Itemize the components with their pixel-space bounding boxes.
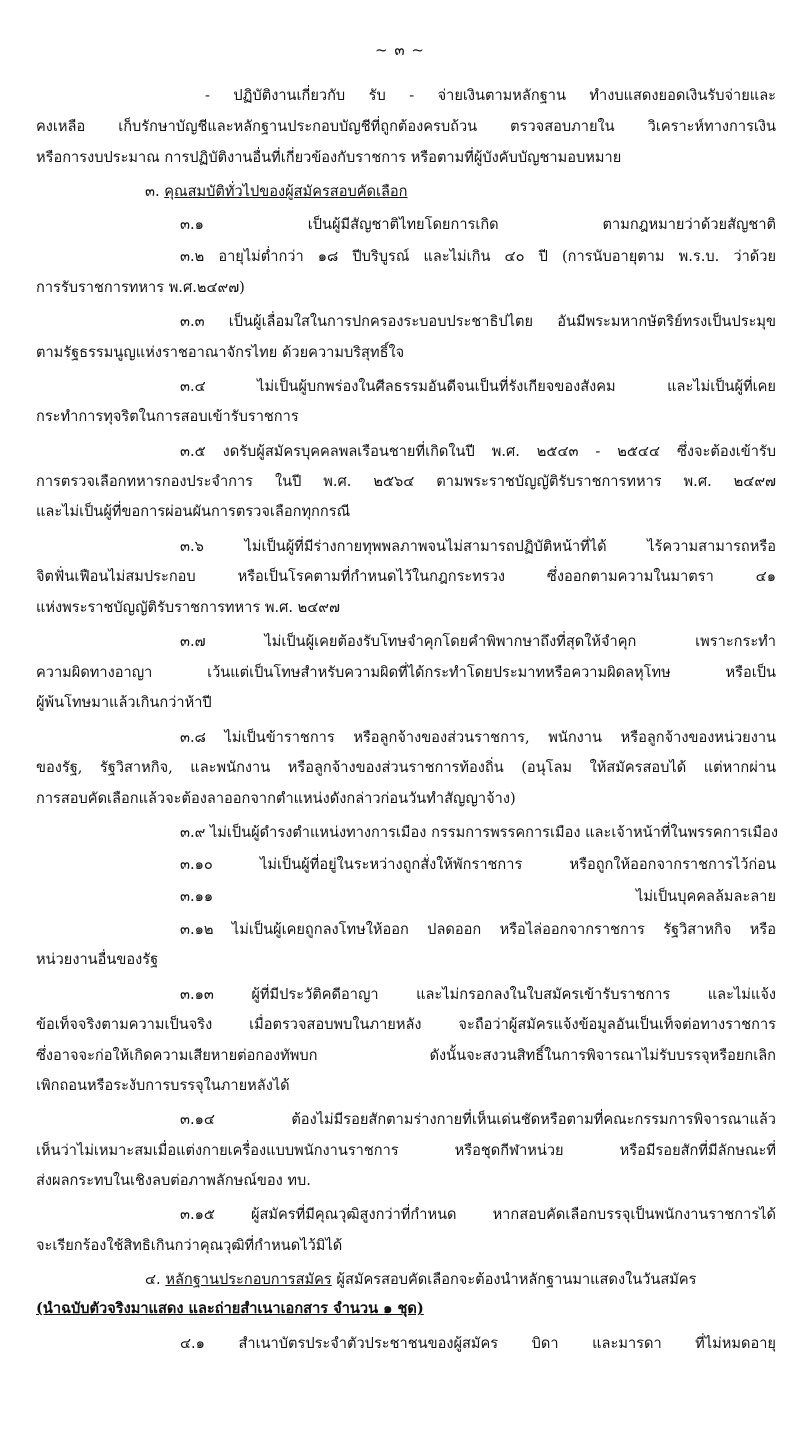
item-3-1: ๓.๑ เป็นผู้มีสัญชาติไทยโดยการเกิด ตามกฎหมายว่าด้วยสัญชาติ: [180, 216, 776, 233]
item-3-12-line-1: ๓.๑๒ ไม่เป็นผู้เคยถูกลงโทษให้ออก ปลดออก หรือไล่ออกจากราชการ รัฐวิสาหกิจ หรือ: [180, 921, 776, 938]
section-4-intro: ผู้สมัครสอบคัดเลือกจะต้องนำหลักฐานมาแสดงในวันสมัคร: [331, 1271, 697, 1288]
item-3-6-line-2: จิตฟั่นเฟือนไม่สมประกอบ หรือเป็นโรคตามที่กำหนดไว้ในกฎกระทรวง ซึ่งออกตามความในมาตรา ๔๑: [36, 568, 776, 585]
item-3-5-line-3: และไม่เป็นผู้ที่ขอการผ่อนผันการตรวจเลือกทุกกรณี: [36, 503, 351, 520]
page-number: ~ ๓ ~: [375, 41, 425, 59]
item-3-6-line-1: ๓.๖ ไม่เป็นผู้ที่มีร่างกายทุพพลภาพจนไม่สามารถปฏิบัติหน้าที่ได้ ไร้ความสามารถหรือ: [180, 538, 776, 555]
section-3-title: คุณสมบัติทั่วไปของผู้สมัครสอบคัดเลือก: [164, 183, 408, 200]
item-3-7-line-3: ผู้พ้นโทษมาแล้วเกินกว่าห้าปี: [36, 694, 212, 711]
item-3-6-line-3: แห่งพระราชบัญญัติรับราชการทหาร พ.ศ. ๒๔๙๗: [36, 599, 340, 616]
item-3-4-line-2: กระทำการทุจริตในการสอบเข้ารับราชการ: [36, 408, 299, 425]
item-3-7-line-1: ๓.๗ ไม่เป็นผู้เคยต้องรับโทษจำคุกโดยคำพิพากษาถึงที่สุดให้จำคุก เพราะกระทำ: [180, 633, 776, 650]
item-4-1: ๔.๑ สำเนาบัตรประจำตัวประชาชนของผู้สมัคร บิดา และมารดา ที่ไม่หมดอายุ: [180, 1335, 776, 1352]
section-4-title: หลักฐานประกอบการสมัคร: [165, 1271, 332, 1288]
item-3-11: ๓.๑๑ ไม่เป็นบุคคลล้มละลาย: [180, 888, 776, 905]
item-3-10: ๓.๑๐ ไม่เป็นผู้ที่อยู่ในระหว่างถูกสั่งให้พักราชการ หรือถูกให้ออกจากราชการไว้ก่อน: [180, 856, 776, 873]
item-3-5-line-1: ๓.๕ งดรับผู้สมัครบุคคลพลเรือนชายที่เกิดในปี พ.ศ. ๒๕๔๓ - ๒๕๔๔ ซึ่งจะต้องเข้ารับ: [180, 443, 776, 460]
item-3-4-line-1: ๓.๔ ไม่เป็นผู้บกพร่องในศีลธรรมอันดีจนเป็นที่รังเกียจของสังคม และไม่เป็นผู้ที่เคย: [180, 378, 776, 395]
item-3-8-line-1: ๓.๘ ไม่เป็นข้าราชการ หรือลูกจ้างของส่วนราชการ, พนักงาน หรือลูกจ้างของหน่วยงาน: [180, 729, 776, 746]
item-3-13-line-2: ข้อเท็จจริงตามความเป็นจริง เมื่อตรวจสอบพบในภายหลัง จะถือว่าผู้สมัครแจ้งข้อมูลอันเป็นเท็จต่อทางราชการ: [36, 1016, 776, 1033]
item-3-15-line-2: จะเรียกร้องใช้สิทธิเกินกว่าคุณวุฒิที่กำหนดไว้มิได้: [36, 1237, 343, 1254]
item-3-8-line-3: การสอบคัดเลือกแล้วจะต้องลาออกจากตำแหน่งดังกล่าวก่อนวันทำสัญญาจ้าง): [36, 790, 516, 807]
item-3-14-line-3: ส่งผลกระทบในเชิงลบต่อภาพลักษณ์ของ ทบ.: [36, 1172, 311, 1189]
intro-line-1: - ปฏิบัติงานเกี่ยวกับ รับ - จ่ายเงินตามหลักฐาน ทำงบแสดงยอดเงินรับจ่ายและ: [205, 87, 776, 104]
item-3-5-line-2: การตรวจเลือกทหารกองประจำการ ในปี พ.ศ. ๒๕๖๔ ตามพระราชบัญญัติรับราชการทหาร พ.ศ. ๒๔๙๗: [36, 473, 776, 490]
section-4-number: ๔.: [145, 1271, 161, 1288]
item-3-8-line-2: ของรัฐ, รัฐวิสาหกิจ, และพนักงาน หรือลูกจ้างของส่วนราชการท้องถิ่น (อนุโลม ให้สมัครสอบได้ แต่หากผ่าน: [36, 759, 776, 776]
item-3-13-line-1: ๓.๑๓ ผู้ที่มีประวัติคดีอาญา และไม่กรอกลงในใบสมัครเข้ารับราชการ และไม่แจ้ง: [180, 986, 776, 1003]
item-3-13-line-3: ซึ่งอาจจะก่อให้เกิดความเสียหายต่อกองทัพบก ดังนั้นจะสงวนสิทธิ์ในการพิจารณาไม่รับบรรจุหรือยกเลิก: [36, 1047, 776, 1064]
intro-line-3: หรือการงบประมาณ การปฏิบัติงานอื่นที่เกี่ยวข้องกับราชการ หรือตามที่ผู้บังคับบัญชามอบหมาย: [36, 149, 622, 166]
item-3-2-line-2: การรับราชการทหาร พ.ศ.๒๔๙๗): [36, 279, 245, 296]
item-3-9: ๓.๙ ไม่เป็นผู้ดำรงตำแหน่งทางการเมือง กรรมการพรรคการเมือง และเจ้าหน้าที่ในพรรคการเมือง: [180, 824, 778, 841]
item-3-3-line-2: ตามรัฐธรรมนูญแห่งราชอาณาจักรไทย ด้วยความบริสุทธิ์ใจ: [36, 344, 405, 361]
intro-line-2: คงเหลือ เก็บรักษาบัญชีและหลักฐานประกอบบัญชีที่ถูกต้องครบถ้วน ตรวจสอบภายใน วิเคราะห์ทางการเงิน: [36, 118, 776, 135]
item-3-14-line-1: ๓.๑๔ ต้องไม่มีรอยสักตามร่างกายที่เห็นเด่นชัดหรือตามที่คณะกรรมการพิจารณาแล้ว: [180, 1111, 776, 1128]
item-3-13-line-4: เพิกถอนหรือระงับการบรรจุในภายหลังได้: [36, 1077, 290, 1094]
section-4-note: (นำฉบับตัวจริงมาแสดง และถ่ายสำเนาเอกสาร จำนวน ๑ ชุด): [36, 1300, 424, 1317]
section-4-heading: [145, 1270, 776, 1290]
item-3-3-line-1: ๓.๓ เป็นผู้เลื่อมใสในการปกครองระบอบประชาธิปไตย อันมีพระมหากษัตริย์ทรงเป็นประมุข: [180, 313, 776, 330]
section-3-heading: [145, 182, 408, 202]
item-3-2-line-1: ๓.๒ อายุไม่ต่ำกว่า ๑๘ ปีบริบูรณ์ และไม่เกิน ๔๐ ปี (การนับอายุตาม พ.ร.บ. ว่าด้วย: [180, 248, 776, 265]
item-3-15-line-1: ๓.๑๕ ผู้สมัครที่มีคุณวุฒิสูงกว่าที่กำหนด หากสอบคัดเลือกบรรจุเป็นพนักงานราชการได้: [180, 1206, 776, 1223]
item-3-14-line-2: เห็นว่าไม่เหมาะสมเมื่อแต่งกายเครื่องแบบพนักงานราชการ หรือชุดกีฬาหน่วย หรือมีรอยสักที่มีลักษณะที่: [36, 1142, 776, 1159]
item-3-12-line-2: หน่วยงานอื่นของรัฐ: [36, 951, 159, 968]
item-3-7-line-2: ความผิดทางอาญา เว้นแต่เป็นโทษสำหรับความผิดที่ได้กระทำโดยประมาทหรือความผิดลหุโทษ หรือเป็น: [36, 664, 776, 681]
section-3-number: ๓.: [145, 183, 160, 200]
